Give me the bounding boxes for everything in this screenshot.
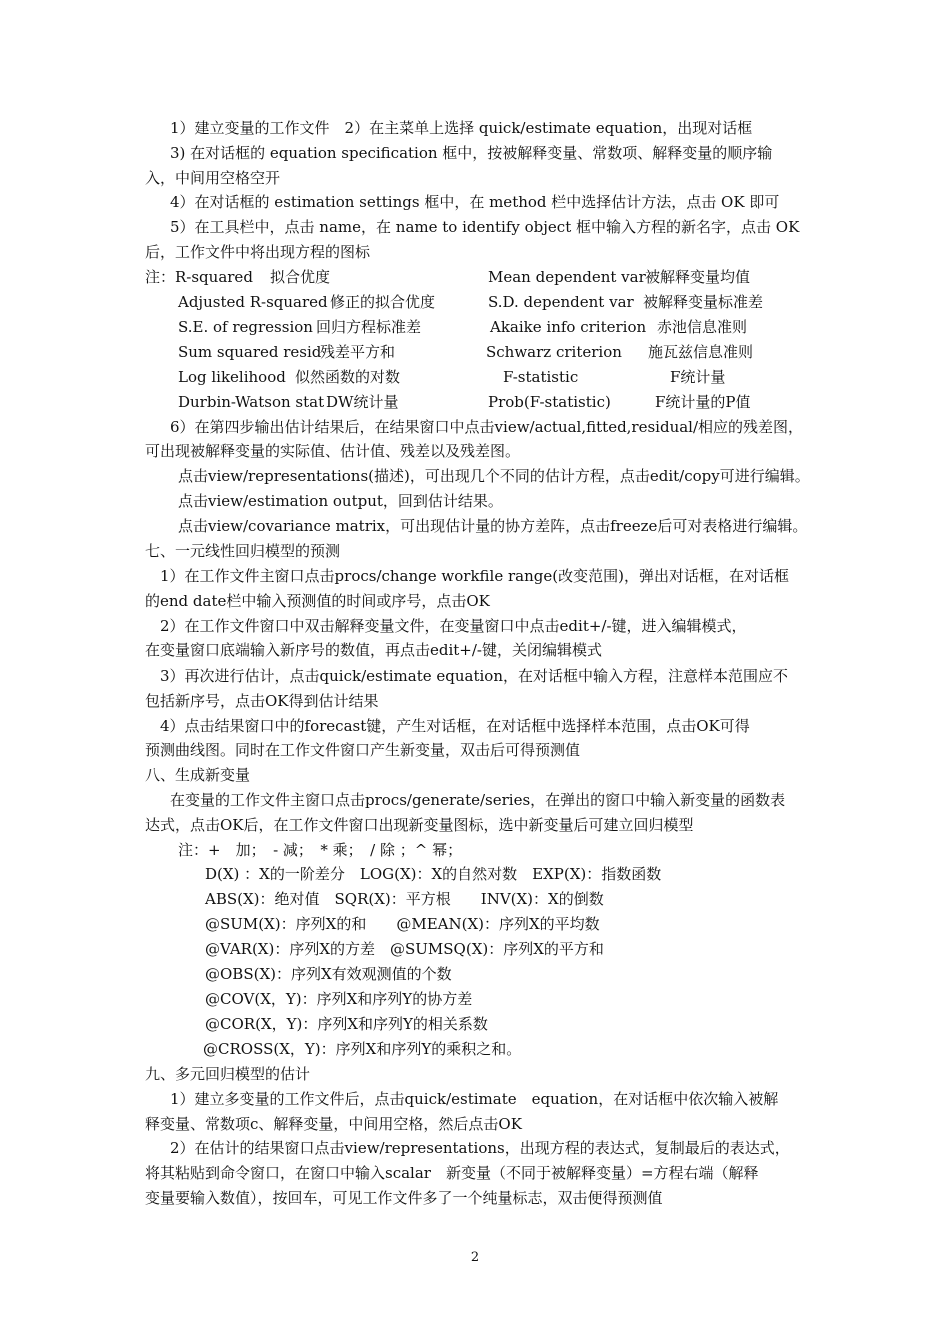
paragraph-line: 2）在估计的结果窗口点击view/representations，出现方程的表达式，复制最后的表达式， bbox=[170, 1139, 790, 1157]
paragraph-line: 预测曲线图。同时在工作文件窗口产生新变量，双击后可得预测值 bbox=[145, 741, 581, 759]
note-term: Mean dependent var bbox=[488, 268, 646, 286]
function-line: @COR(X，Y)：序列X和序列Y的相关系数 bbox=[205, 1015, 488, 1033]
function-line: @CROSS(X，Y)：序列X和序列Y的乘积之和。 bbox=[203, 1040, 522, 1058]
note-term: R-squared bbox=[175, 268, 253, 286]
paragraph-line: 后，工作文件中将出现方程的图标 bbox=[145, 243, 371, 261]
paragraph-line: 5）在工具栏中，点击 name，在 name to identify object 框中输入方程的新名字，点击 OK bbox=[170, 218, 800, 236]
paragraph-line: 6）在第四步输出估计结果后，在结果窗口中点击view/actual,fitted,residual/相应的残差图， bbox=[170, 418, 804, 436]
paragraph-line: 3）再次进行估计，点击quick/estimate equation，在对话框中输入方程，注意样本范围应不 bbox=[160, 667, 788, 685]
paragraph-line: 的end date栏中输入预测值的时间或序号，点击OK bbox=[145, 592, 490, 610]
paragraph-line: 1）建立变量的工作文件 2）在主菜单上选择 quick/estimate equation，出现对话框 bbox=[170, 119, 753, 137]
paragraph-line: 点击view/estimation output，回到估计结果。 bbox=[178, 492, 503, 510]
note-meaning: 被解释变量标准差 bbox=[643, 293, 764, 311]
function-line: ABS(X)：绝对值 SQR(X)：平方根 INV(X)：X的倒数 bbox=[205, 890, 604, 908]
note-meaning: F统计量的P值 bbox=[655, 393, 751, 411]
function-line: @SUM(X)：序列X的和 @MEAN(X)：序列X的平均数 bbox=[205, 915, 600, 933]
paragraph-line: 1）在工作文件主窗口点击procs/change workfile range(改变范围)，弹出对话框，在对话框 bbox=[160, 567, 789, 585]
paragraph-line: 3) 在对话框的 equation specification 框中，按被解释变量、常数项、解释变量的顺序输 bbox=[170, 144, 773, 162]
paragraph-line: 4）在对话框的 estimation settings 框中，在 method 栏中选择估计方法，点击 OK 即可 bbox=[170, 193, 780, 211]
note-meaning: F统计量 bbox=[670, 368, 726, 386]
paragraph-line: 变量要输入数值），按回车，可见工作文件多了一个纯量标志，双击便得预测值 bbox=[145, 1189, 663, 1207]
paragraph-line: 点击view/covariance matrix，可出现估计量的协方差阵，点击freeze后可对表格进行编辑。 bbox=[178, 517, 808, 535]
note-meaning: DW统计量 bbox=[326, 393, 399, 411]
paragraph-line: 4）点击结果窗口中的forecast键，产生对话框，在对话框中选择样本范围，点击OK可得 bbox=[160, 717, 750, 735]
paragraph-line: 入，中间用空格空开 bbox=[145, 169, 281, 187]
function-line: @OBS(X)：序列X有效观测值的个数 bbox=[205, 965, 452, 983]
page-number: 2 bbox=[470, 1250, 480, 1265]
paragraph-line: 可出现被解释变量的实际值、估计值、残差以及残差图。 bbox=[145, 442, 521, 460]
paragraph-line: 达式，点击OK后，在工作文件窗口出现新变量图标，选中新变量后可建立回归模型 bbox=[145, 816, 694, 834]
note-meaning: 被解释变量均值 bbox=[645, 268, 751, 286]
section-heading: 九、多元回归模型的估计 bbox=[145, 1065, 311, 1083]
note-meaning: 施瓦兹信息准则 bbox=[648, 343, 754, 361]
function-line: @VAR(X)：序列X的方差 @SUMSQ(X)：序列X的平方和 bbox=[205, 940, 604, 958]
note-meaning: 似然函数的对数 bbox=[295, 368, 401, 386]
note-term: F-statistic bbox=[503, 368, 579, 386]
paragraph-line: 在变量的工作文件主窗口点击procs/generate/series，在弹出的窗口中输入新变量的函数表 bbox=[170, 791, 786, 809]
paragraph-line: 包括新序号，点击OK得到估计结果 bbox=[145, 692, 379, 710]
note-meaning: 回归方程标准差 bbox=[316, 318, 422, 336]
note-term: S.D. dependent var bbox=[488, 293, 634, 311]
note-meaning: 拟合优度 bbox=[270, 268, 331, 286]
note-term: Adjusted R-squared bbox=[178, 293, 328, 311]
note-term: Schwarz criterion bbox=[486, 343, 622, 361]
section-heading: 七、一元线性回归模型的预测 bbox=[145, 542, 341, 560]
function-line: @COV(X，Y)：序列X和序列Y的协方差 bbox=[205, 990, 473, 1008]
operator-note: 注：+ 加； - 减； * 乘； / 除 ；^ 幂； bbox=[178, 841, 463, 859]
note-term: Log likelihood bbox=[178, 368, 286, 386]
note-term: Akaike info criterion bbox=[490, 318, 647, 336]
note-term: Prob(F-statistic) bbox=[488, 393, 611, 411]
paragraph-line: 1）建立多变量的工作文件后，点击quick/estimate equation，在对话框中依次输入被解 bbox=[170, 1090, 779, 1108]
note-meaning: 赤池信息准则 bbox=[657, 318, 748, 336]
paragraph-line: 在变量窗口底端输入新序号的数值，再点击edit+/-键，关闭编辑模式 bbox=[145, 641, 602, 659]
note-term: S.E. of regression bbox=[178, 318, 313, 336]
note-meaning: 修正的拟合优度 bbox=[330, 293, 436, 311]
note-prefix: 注： bbox=[145, 268, 176, 286]
note-term: Durbin-Watson stat bbox=[178, 393, 325, 411]
paragraph-line: 2）在工作文件窗口中双击解释变量文件，在变量窗口中点击edit+/-键，进入编辑模式， bbox=[160, 617, 747, 635]
paragraph-line: 点击view/representations(描述)，可出现几个不同的估计方程，点击edit/copy可进行编辑。 bbox=[178, 467, 810, 485]
paragraph-line: 释变量、常数项c、解释变量，中间用空格，然后点击OK bbox=[145, 1115, 522, 1133]
function-line: D(X) ：X的一阶差分 LOG(X)：X的自然对数 EXP(X)：指数函数 bbox=[205, 865, 662, 883]
section-heading: 八、生成新变量 bbox=[145, 766, 251, 784]
note-term: Sum squared resid bbox=[178, 343, 322, 361]
paragraph-line: 将其粘贴到命令窗口，在窗口中输入scalar 新变量（不同于被解释变量）=方程右端（解释 bbox=[145, 1164, 759, 1182]
note-meaning: 残差平方和 bbox=[320, 343, 396, 361]
